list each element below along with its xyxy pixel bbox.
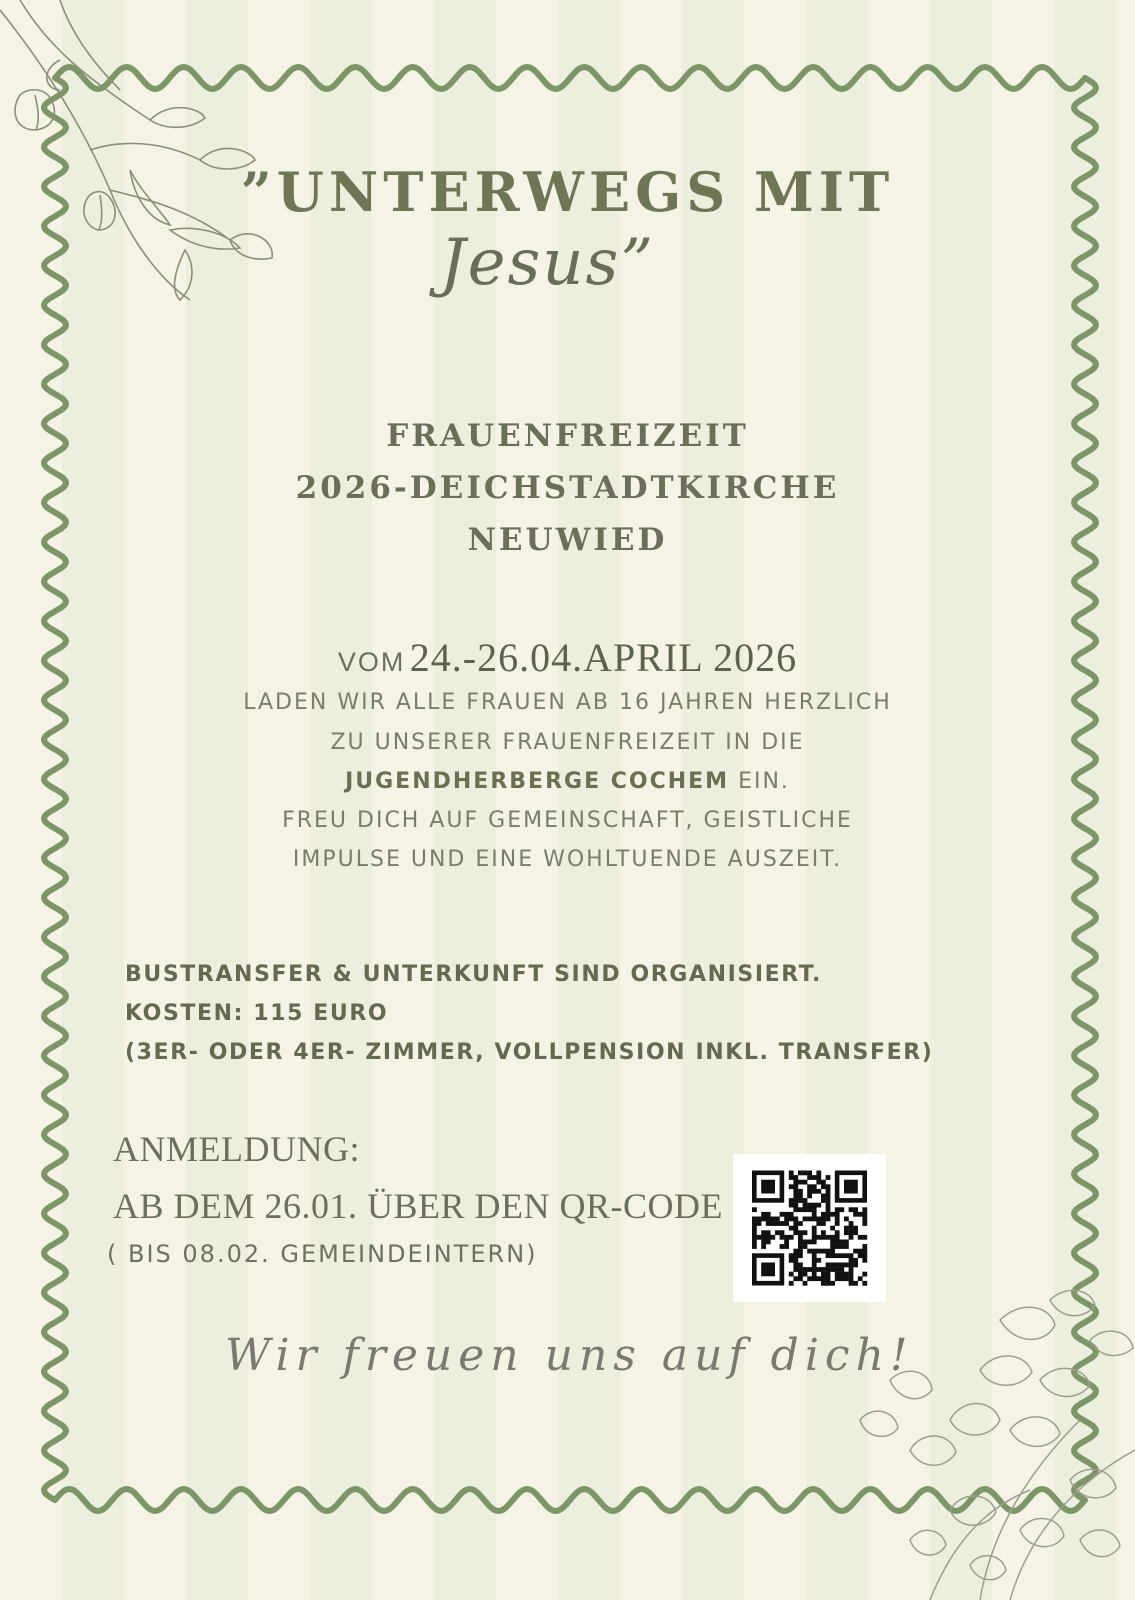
subtitle-line-2: 2026-DEICHSTADTKIRCHE	[295, 470, 840, 506]
subtitle-line-1: FRAUENFREIZEIT	[386, 418, 749, 454]
venue-name: JUGENDHERBERGE COCHEM	[345, 769, 730, 794]
registration-qr-code[interactable]	[733, 1154, 886, 1302]
cost-info: KOSTEN: 115 EURO	[125, 1001, 389, 1026]
closing-message: Wir freuen uns auf dich!	[225, 1330, 914, 1381]
date-row	[0, 634, 1135, 681]
title-line-1: ”UNTERWEGS MIT	[240, 160, 895, 224]
cost-note: (3ER- ODER 4ER- ZIMMER, VOLLPENSION INKL. TRANSFER)	[125, 1040, 934, 1065]
floral-bouquet-icon	[850, 1280, 1135, 1600]
date-prefix: VOM	[337, 647, 406, 677]
registration-line-2: ( BIS 08.02. GEMEINDEINTERN)	[107, 1240, 538, 1268]
venue-suffix: EIN.	[729, 769, 790, 794]
invitation-line-1: LADEN WIR ALLE FRAUEN AB 16 JAHREN HERZLICH	[243, 690, 892, 715]
subtitle-line-3: NEUWIED	[467, 522, 668, 558]
title-line-2-script: Jesus”	[439, 226, 656, 300]
invitation-line-5: IMPULSE UND EINE WOHLTUENDE AUSZEIT.	[292, 847, 843, 872]
date-range: 24.-26.04.APRIL 2026	[409, 635, 798, 680]
registration-heading: ANMELDUNG:	[113, 1129, 360, 1169]
transfer-info: BUSTRANSFER & UNTERKUNFT SIND ORGANISIERT.	[125, 962, 823, 987]
invitation-line-2: ZU UNSERER FRAUENFREIZEIT IN DIE	[330, 730, 805, 755]
registration-line-1: AB DEM 26.01. ÜBER DEN QR-CODE	[113, 1186, 724, 1226]
qr-code-icon	[733, 1154, 886, 1302]
invitation-line-3	[0, 769, 1135, 794]
invitation-line-4: FREU DICH AUF GEMEINSCHAFT, GEISTLICHE	[282, 808, 853, 833]
